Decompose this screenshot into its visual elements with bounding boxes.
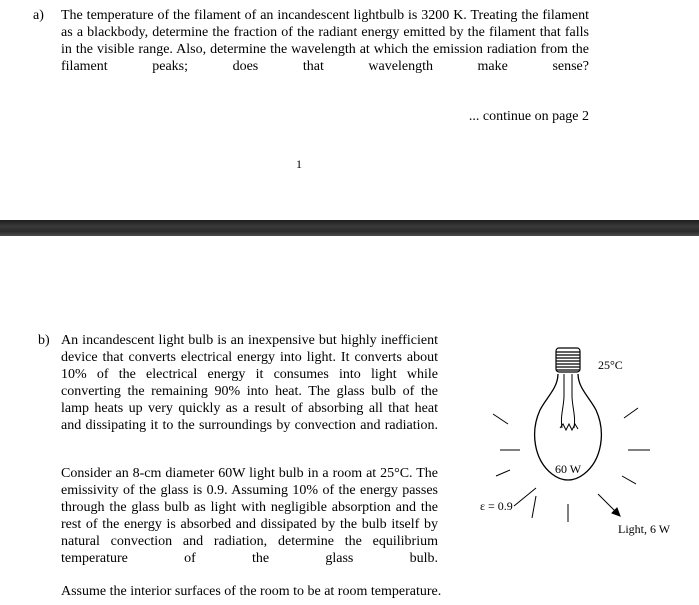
question-b-label: b): [38, 333, 50, 348]
question-b-paragraph-2: Consider an 8-cm diameter 60W light bulb in a room at 25°C. The emissivity of the glass is 0.9. Assuming 10% of the energy passes through the glass bulb as light with negligible absorption and the rest of the energy is absorbed and dissipated by the bulb itself by natural convection and radiation, determine the equilibrium temperature of the glass bulb.: [61, 466, 438, 566]
page-2: [0, 236, 699, 605]
room-temp-label: 25°C: [598, 358, 623, 372]
filament-wires: [561, 374, 574, 428]
page-1: [0, 0, 699, 220]
question-a-text: The temperature of the filament of an incandescent lightbulb is 3200 K. Treating the filament as a blackbody, determine the fraction of the radiant energy emitted by the filament that falls in the visible range. Also, determine the wavelength at which the emission radiation from the filament peaks; does that wavelength make sense?: [61, 8, 589, 74]
emissivity-label: ε = 0.9: [480, 499, 513, 513]
question-b-paragraph-3: Assume the interior surfaces of the room to be at room temperature.: [61, 584, 442, 599]
question-b-paragraph-1: An incandescent light bulb is an inexpensive but highly inefficient device that converts electrical energy into light. It converts about 10% of the electrical energy it consumes into light while converting the remaining 90% into heat. The glass bulb of the lamp heats up very quickly as a result of absorbing all that heat and dissipating it to the surroundings by convection and radiation.: [61, 333, 438, 433]
light-output-label: Light, 6 W: [618, 522, 671, 536]
power-label: 60 W: [555, 462, 582, 476]
page-number: 1: [296, 157, 302, 171]
emissivity-pointer: [514, 488, 536, 506]
light-arrow: [598, 494, 620, 516]
light-bulb-figure: [460, 336, 699, 536]
filament: [560, 424, 578, 430]
bulb-base: [556, 348, 580, 372]
page-divider: [0, 220, 699, 236]
question-a-label: a): [33, 8, 44, 23]
continue-note: ... continue on page 2: [468, 109, 589, 124]
